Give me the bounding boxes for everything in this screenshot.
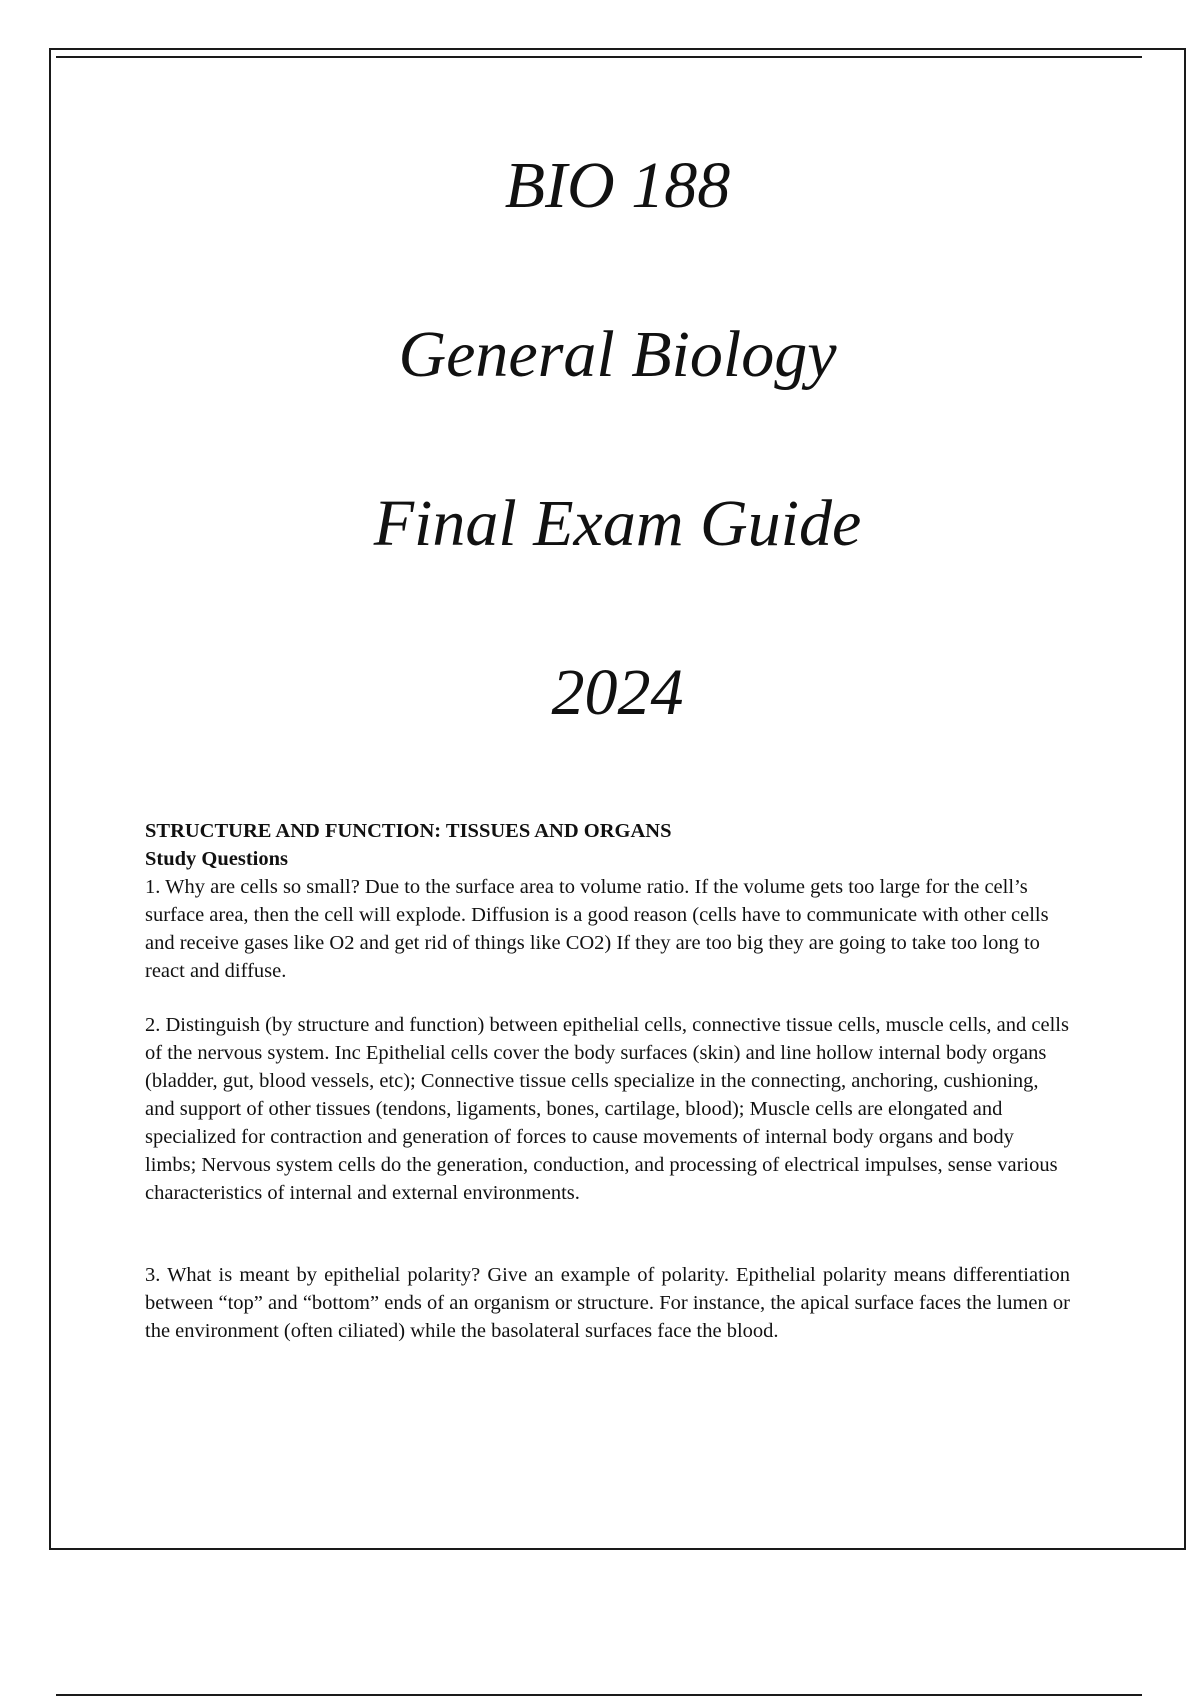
question-3: 3. What is meant by epithelial polarity? Give an example of polarity. Epithelial polarity means differentiation between “top” and “bottom” ends of an organism or structure. For instance, the apical surface faces the lumen or the environment (often ciliated) while the basolateral surfaces face the blood. xyxy=(145,1264,1070,1342)
question-1: 1. Why are cells so small? Due to the surface area to volume ratio. If the volume gets too large for the cell’s surface area, then the cell will explode. Diffusion is a good reason (cells have to communicate with other cells and receive gases like O2 and get rid of things like CO2) If they are too big they are going to take too long to react and diffuse. xyxy=(145,876,1049,982)
section-heading: STRUCTURE AND FUNCTION: TISSUES AND ORGANS xyxy=(145,820,672,842)
study-questions-heading: Study Questions xyxy=(145,848,288,870)
question-2: 2. Distinguish (by structure and function) between epithelial cells, connective tissue cells, muscle cells, and cells of the nervous system. Inc Epithelial cells cover the body surfaces (skin) and line hollow internal body organs (bladder, gut, blood vessels, etc); Connective tissue cells specialize in the connecting, anchoring, cushioning, and support of other tissues (tendons, ligaments, bones, cartilage, blood); Muscle cells are elongated and specialized for contraction and generation of forces to cause movements of internal body organs and body limbs; Nervous system cells do the generation, conduction, and processing of electrical impulses, sense various characteristics of internal and external environments. xyxy=(145,1014,1069,1204)
course-name-title: General Biology xyxy=(398,318,837,391)
bottom-rule xyxy=(56,1694,1142,1696)
guide-title: Final Exam Guide xyxy=(373,487,862,560)
study-section xyxy=(145,817,1070,1345)
year-title: 2024 xyxy=(551,656,684,729)
course-code-title: BIO 188 xyxy=(504,149,731,222)
